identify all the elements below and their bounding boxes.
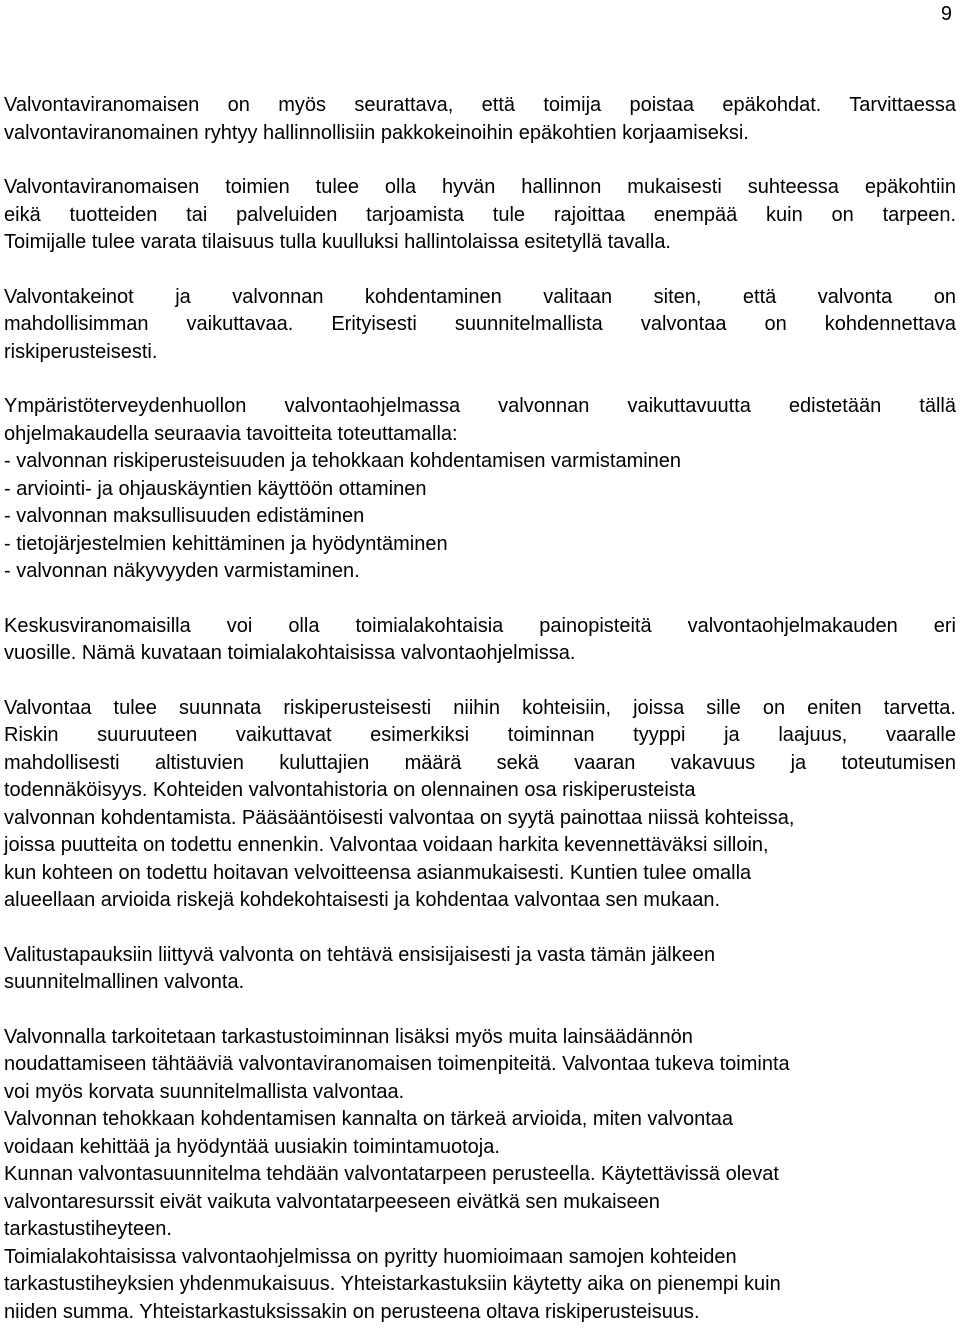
text-line: Valvontaviranomaisen on myös seurattava, että toimija poistaa epäkohdat. Tarvittaessa xyxy=(4,94,956,116)
text-line: kun kohteen on todettu hoitavan velvoitteensa asianmukaisesti. Kuntien tulee omalla xyxy=(4,861,752,884)
text-line: Kunnan valvontasuunnitelma tehdään valvontatarpeen perusteella. Käytettävissä olevat xyxy=(4,1163,779,1185)
paragraph xyxy=(4,1024,956,1327)
text-line: valvontaresurssit eivät vaikuta valvontatarpeeseen eivätkä sen mukaiseen xyxy=(4,1190,660,1213)
paragraph xyxy=(4,613,956,668)
page-number: 9 xyxy=(940,3,952,25)
text-line: valvontaviranomainen ryhtyy hallinnollisiin pakkokeinoihin epäkohtien korjaamiseksi. xyxy=(4,121,749,144)
text-line: alueellaan arvioida riskejä kohdekohtaisesti ja kohdentaa valvontaa sen mukaan. xyxy=(4,889,721,911)
text-line: Keskusviranomaisilla voi olla toimialakohtaisia painopisteitä valvontaohjelmakauden eri xyxy=(4,614,956,637)
text-line: - valvonnan riskiperusteisuuden ja tehokkaan kohdentamisen varmistaminen xyxy=(4,450,682,472)
text-line: - tietojärjestelmien kehittäminen ja hyödyntäminen xyxy=(4,532,448,555)
text-line: Valvontakeinot ja valvonnan kohdentaminen valitaan siten, että valvonta on xyxy=(4,285,956,308)
text-line: noudattamiseen tähtääviä valvontaviranomaisen toimenpiteitä. Valvontaa tukeva toiminta xyxy=(4,1053,790,1075)
text-line: Riskin suuruuteen vaikuttavat esimerkiksi toiminnan tyyppi ja laajuus, vaaralle xyxy=(4,724,956,746)
text-line: - valvonnan maksullisuuden edistäminen xyxy=(4,505,365,527)
text-line: Valvonnan tehokkaan kohdentamisen kannalta on tärkeä arvioida, miten valvontaa xyxy=(4,1108,733,1130)
text-line: Valvontaa tulee suunnata riskiperusteisesti niihin kohteisiin, joissa sille on eniten tarvetta. xyxy=(4,696,956,719)
text-line: voi myös korvata suunnitelmallista valvontaa. xyxy=(4,1080,405,1103)
paragraph xyxy=(4,92,956,147)
text-line: riskiperusteisesti. xyxy=(4,340,158,363)
text-line: mahdollisimman vaikuttavaa. Erityisesti suunnitelmallista valvontaa on kohdennettava xyxy=(4,313,956,335)
text-line: todennäköisyys. Kohteiden valvontahistoria on olennainen osa riskiperusteista xyxy=(4,779,696,801)
text-line: suunnitelmallinen valvonta. xyxy=(4,971,245,993)
text-line: Valvonnalla tarkoitetaan tarkastustoiminnan lisäksi myös muita lainsäädännön xyxy=(4,1025,693,1048)
text-line: Toimijalle tulee varata tilaisuus tulla kuulluksi hallintolaissa esitetyllä tavalla. xyxy=(4,231,671,253)
document-body xyxy=(4,92,956,1326)
text-line: voidaan kehittää ja hyödyntää uusiakin toimintamuotoja. xyxy=(4,1135,500,1158)
text-line: Valvontaviranomaisen toimien tulee olla hyvän hallinnon mukaisesti suhteessa epäkohtiin xyxy=(4,176,956,198)
text-line: Ympäristöterveydenhuollon valvontaohjelmassa valvonnan vaikuttavuutta edistetään tällä xyxy=(4,395,956,417)
paragraph xyxy=(4,174,956,257)
text-line: - valvonnan näkyvyyden varmistaminen. xyxy=(4,560,360,582)
text-line: mahdollisesti altistuvien kuluttajien määrä sekä vaaran vakavuus ja toteutumisen xyxy=(4,751,956,774)
text-line: joissa puutteita on todettu ennenkin. Valvontaa voidaan harkita kevennettäväksi silloin, xyxy=(4,834,769,856)
paragraph xyxy=(4,942,956,997)
text-line: ohjelmakaudella seuraavia tavoitteita toteuttamalla: xyxy=(4,422,458,445)
paragraph xyxy=(4,393,956,586)
text-line: Valitustapauksiin liittyvä valvonta on tehtävä ensisijaisesti ja vasta tämän jälkeen xyxy=(4,943,716,966)
paragraph xyxy=(4,695,956,915)
text-line: eikä tuotteiden tai palveluiden tarjoamista tule rajoittaa enempää kuin on tarpeen. xyxy=(4,203,956,226)
text-line: - arviointi- ja ohjauskäyntien käyttöön ottaminen xyxy=(4,477,427,500)
text-line: valvonnan kohdentamista. Pääsääntöisesti valvontaa on syytä painottaa niissä kohteissa, xyxy=(4,806,795,829)
text-line: tarkastustiheyteen. xyxy=(4,1218,172,1240)
paragraph xyxy=(4,284,956,367)
text-line: vuosille. Nämä kuvataan toimialakohtaisissa valvontaohjelmissa. xyxy=(4,642,576,664)
text-line: niiden summa. Yhteistarkastuksissakin on perusteena oltava riskiperusteisuus. xyxy=(4,1300,700,1323)
text-line: tarkastustiheyksien yhdenmukaisuus. Yhteistarkastuksiin käytetty aika on pienempi kuin xyxy=(4,1273,781,1295)
text-line: Toimialakohtaisissa valvontaohjelmissa on pyritty huomioimaan samojen kohteiden xyxy=(4,1245,737,1268)
